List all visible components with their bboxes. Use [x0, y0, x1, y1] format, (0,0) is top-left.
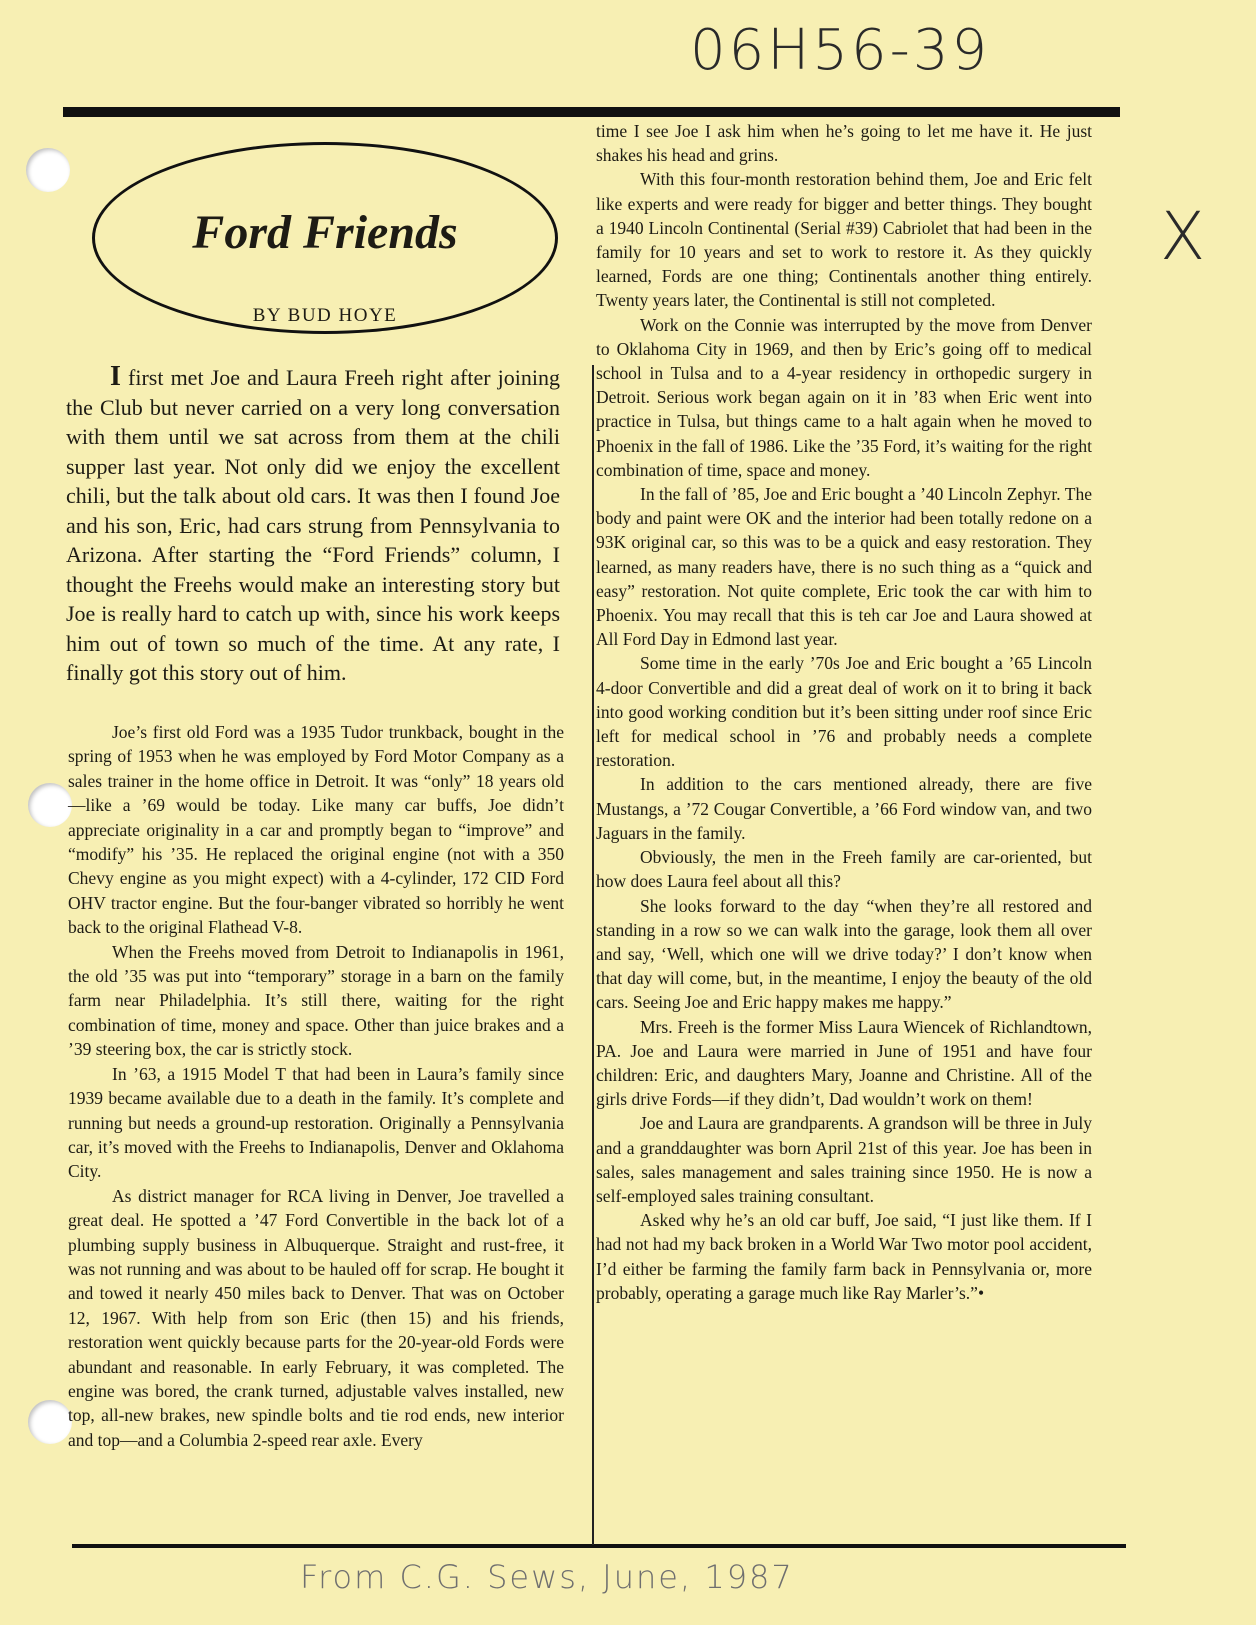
- column-divider: [592, 365, 594, 1545]
- paragraph: Asked why he’s an old car buff, Joe said, “I just like them. If I had not had my back broken in a World War Two motor pool accident, I’d either be farming the family farm back in Pennsylvania or, more probably, operating a garage much like Ray Marler’s.”•: [596, 1210, 1092, 1303]
- punch-hole: [28, 783, 72, 827]
- paragraph: time I see Joe I ask him when he’s going to let me have it. He just shakes his head and grins.: [596, 121, 1092, 166]
- paragraph: Work on the Connie was interrupted by the move from Denver to Oklahoma City in 1969, and then by Eric’s going off to medical school in Tulsa and to a 4-year residency in orthopedic surgery in Detroit. Serious work began again on it in ’83 when Eric went into practice in Tulsa, but things came to a halt again when he moved to Phoenix in the fall of 1986. Like the ’35 Ford, it’s waiting for the right combination of time, space and money.: [596, 314, 1092, 480]
- article-byline: BY BUD HOYE: [252, 305, 398, 326]
- paragraph: Joe and Laura are grandparents. A grandson will be three in July and a granddaughter was born April 21st of this year. Joe has been in sales, sales management and sales training since 1950. He is now a self-employed sales training consultant.: [596, 1113, 1092, 1206]
- top-rule: [63, 107, 1120, 117]
- paragraph: With this four-month restoration behind them, Joe and Eric felt like experts and were ready for bigger and better things. They bought a 1940 Lincoln Continental (Serial #39) Cabriolet that had been in the family for 10 years and set to work to restore it. As they quickly learned, Fords are one thing; Continentals another thing entirely. Twenty years later, the Continental is still not completed.: [596, 169, 1092, 311]
- paragraph: Mrs. Freeh is the former Miss Laura Wiencek of Richlandtown, PA. Joe and Laura were married in June of 1951 and have four children: Eric, and daughters Mary, Joanne and Christine. All of the girls drive Fords—if they didn’t, Dad wouldn’t work on them!: [596, 1016, 1092, 1110]
- bottom-rule: [72, 1544, 1126, 1548]
- handwritten-document-id: 06H56-39: [690, 18, 991, 83]
- paragraph: Joe’s first old Ford was a 1935 Tudor trunkback, bought in the spring of 1953 when he was employed by Ford Motor Company as a sales trainer in the home office in Detroit. It was “only” 18 years old—like a ’69 would be today. Like many car buffs, Joe didn’t appreciate originality in a car and promptly began to “improve” and “modify” his ’35. He replaced the original engine (not with a 350 Chevy engine as you might expect) with a 4-cylinder, 172 CID Ford OHV tractor engine. But the four-banger vibrated so horribly he went back to the original Flathead V-8.: [68, 722, 564, 938]
- lead-paragraph-block: [66, 362, 560, 688]
- right-column: [596, 119, 1092, 1305]
- handwritten-source-note: From C.G. Sews, June, 1987: [300, 1558, 794, 1596]
- article-title: Ford Friends: [192, 206, 458, 259]
- left-column: [68, 720, 564, 1452]
- paragraph: She looks forward to the day “when they’re all restored and standing in a row so we can walk into the garage, look them all over and say, ‘Well, which one will we drive today?’ I don’t know when that day will come, but, in the meantime, I enjoy the beauty of the old cars. Seeing Joe and Eric happy makes me happy.”: [596, 895, 1092, 1013]
- paragraph: As district manager for RCA living in Denver, Joe travelled a great deal. He spotted a ’47 Ford Convertible in the back lot of a plumbing supply business in Albuquerque. Straight and rust-free, it was not running and was about to be hauled off for scrap. He bought it and towed it nearly 450 miles back to Denver. That was on October 12, 1967. With help from son Eric (then 15) and his friends, restoration went quickly because parts for the 20-year-old Fords were abundant and reasonable. In early February, it was completed. The engine was bored, the crank turned, adjustable valves installed, new top, all-new brakes, new spindle bolts and tie rod ends, new interior and top—and a Columbia 2-speed rear axle. Every: [68, 1185, 564, 1450]
- paragraph: Some time in the early ’70s Joe and Eric bought a ’65 Lincoln 4-door Convertible and did a great deal of work on it to bring it back into good working condition but it’s been sitting under roof since Eric left for medical school in ’76 and probably needs a complete restoration.: [596, 653, 1092, 771]
- paragraph: In addition to the cars mentioned already, there are five Mustangs, a ’72 Cougar Convertible, a ’66 Ford window van, and two Jaguars in the family.: [596, 774, 1092, 843]
- paragraph: Obviously, the men in the Freeh family are car-oriented, but how does Laura feel about all this?: [596, 847, 1092, 892]
- paragraph: When the Freehs moved from Detroit to Indianapolis in 1961, the old ’35 was put into “temporary” storage in a barn on the family farm near Philadelphia. It’s still there, waiting for the right combination of time, money and space. Other than juice brakes and a ’39 steering box, the car is strictly stock.: [68, 941, 564, 1060]
- paragraph: In ’63, a 1915 Model T that had been in Laura’s family since 1939 became available due to a death in the family. It’s complete and running but needs a ground-up restoration. Originally a Pennsylvania car, it’s moved with the Freehs to Indianapolis, Denver and Oklahoma City.: [68, 1063, 564, 1182]
- lead-paragraph: I first met Joe and Laura Freeh right after joining the Club but never carried on a very long conversation with them until we sat across from them at the chili supper last year. Not only did we enjoy the excellent chili, but the talk about old cars. It was then I found Joe and his son, Eric, had cars strung from Pennsylvania to Arizona. After starting the “Ford Friends” column, I thought the Freehs would make an interesting story but Joe is really hard to catch up with, since his work keeps him out of town so much of the time. At any rate, I finally got this story out of him.: [66, 361, 560, 685]
- punch-hole: [26, 148, 70, 192]
- paragraph: In the fall of ’85, Joe and Eric bought a ’40 Lincoln Zephyr. The body and paint were OK and the interior had been totally redone on a 93K original car, so this was to be a quick and easy restoration. They learned, as many readers have, there is no such thing as a “quick and easy” restoration. Not quite complete, Eric took the car with him to Phoenix. You may recall that this is teh car Joe and Laura showed at All Ford Day in Edmond last year.: [596, 484, 1092, 650]
- handwritten-margin-mark: X: [1160, 198, 1206, 275]
- punch-hole: [28, 1400, 72, 1444]
